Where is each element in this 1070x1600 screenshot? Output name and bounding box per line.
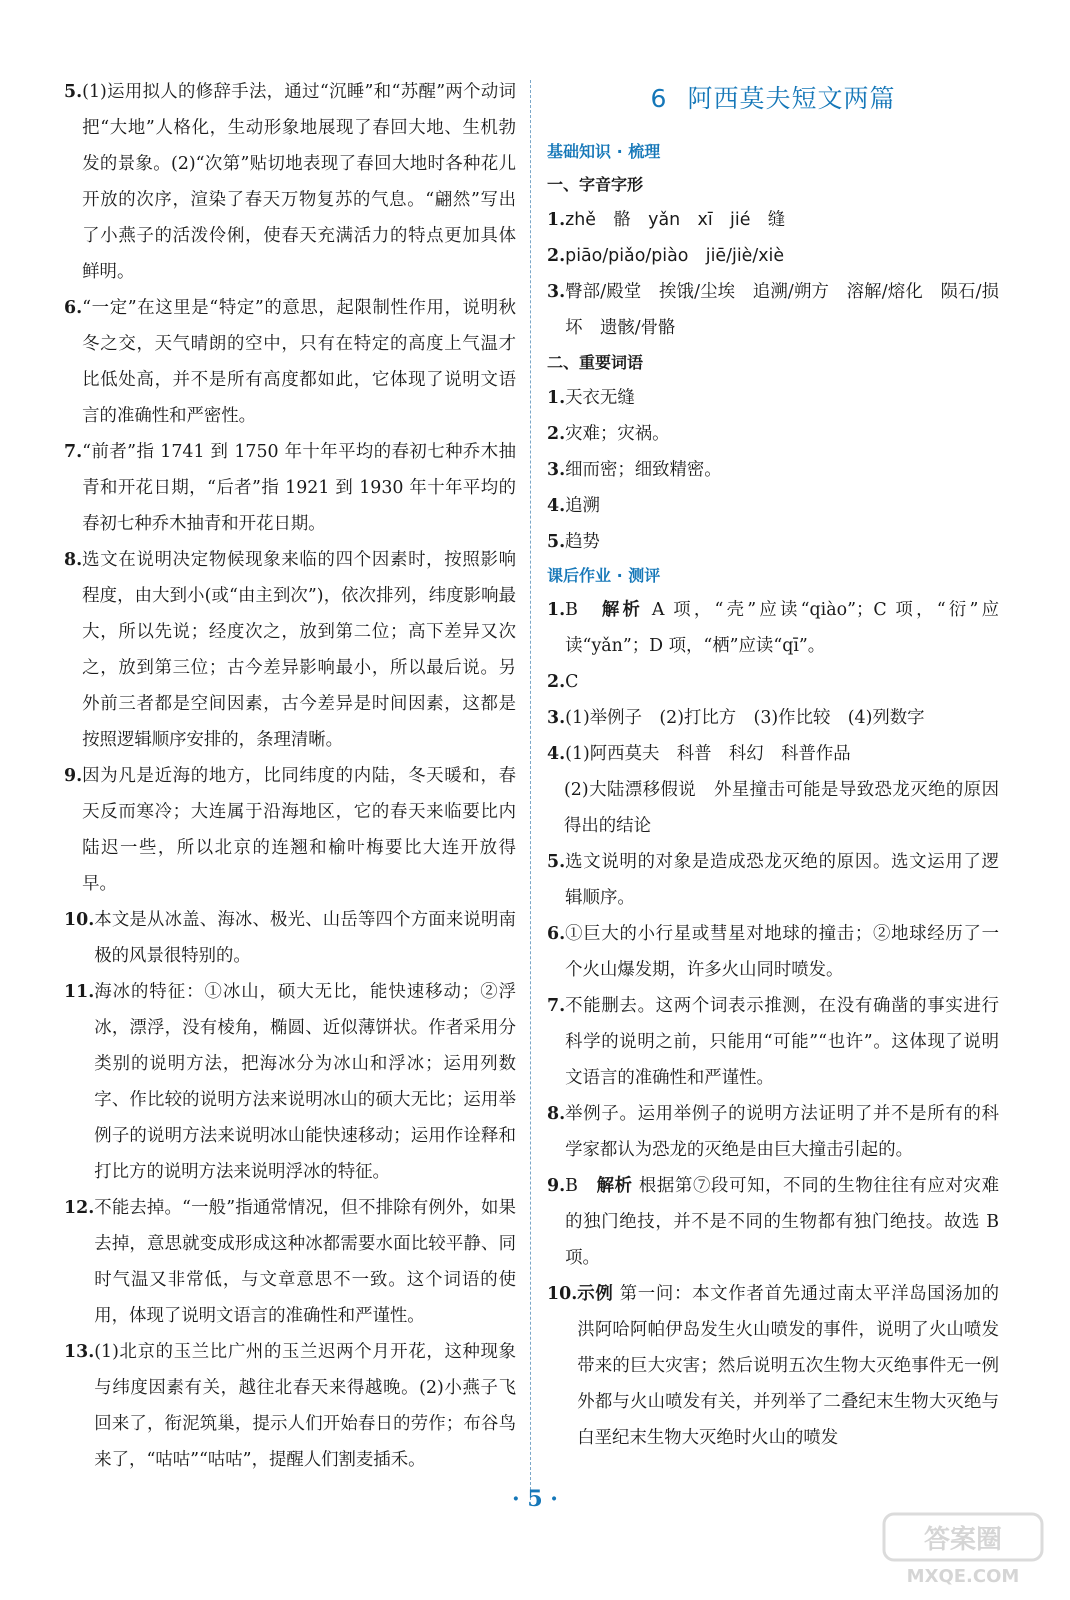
lesson-title (547, 78, 999, 120)
hw-answer: B (565, 600, 578, 620)
section-heading-homework: 课后作业 · 测评 (547, 566, 661, 585)
cy-item-2: 2. 灾难；灾祸。 (547, 424, 670, 444)
answer-item-7: 7. “前者”指 1741 到 1750 年十年平均的春初七种乔木抽青和开花日期，“后者”指 1921 到 1930 年十年平均的春初七种乔木抽青和开花日期。 (64, 442, 516, 534)
cy-item-1: 1. 天衣无缝 (547, 388, 635, 408)
zy-item-2: 2. piāo/piǎo/piào jiē/jiè/xiè (547, 246, 785, 266)
left-column (64, 74, 516, 1478)
lesson-number: 6 (650, 84, 668, 113)
column-divider (530, 80, 531, 1500)
hw-item-6: 6. ①巨大的小行星或彗星对地球的撞击；②地球经历了一个火山爆发期，许多火山同时喷发。 (547, 924, 999, 980)
hw-item-3: 3. (1)举例子 (2)打比方 (3)作比较 (4)列数字 (547, 708, 925, 728)
answer-item-10: 10. 本文是从冰盖、海冰、极光、山岳等四个方面来说明南极的风景很特别的。 (64, 910, 516, 966)
cy-item-5: 5. 趋势 (547, 532, 600, 552)
analysis-tag: 解析 (601, 600, 644, 620)
zy-item-1: 1. zhě 骼 yǎn xī jié 缝 (547, 210, 786, 230)
cy-item-3: 3. 细而密；细致精密。 (547, 460, 722, 480)
page-number: · 5 · (512, 1486, 558, 1512)
cy-item-4: 4. 追溯 (547, 496, 600, 516)
answer-item-13: 13. (1)北京的玉兰比广州的玉兰迟两个月开花，这种现象与纬度因素有关，越往北春天来得越晚。(2)小燕子飞回来了，衔泥筑巢，提示人们开始春日的劳作；布谷鸟来了，“咕咕”“咕咕”，提醒人们割麦插禾。 (64, 1342, 516, 1470)
zy-item-3: 3. 臀部/殿堂 挨饿/尘埃 追溯/朔方 溶解/熔化 陨石/损坏 遗骸/骨骼 (547, 282, 999, 338)
answer-item-12: 12. 不能去掉。“一般”指通常情况，但不排除有例外，如果去掉，意思就变成形成这种冰都需要水面比较平静、同时气温又非常低，与文章意思不一致。这个词语的使用，体现了说明文语言的准确性和严谨性。 (64, 1198, 516, 1326)
hw-item-9: 9. B 解析 根据第⑦段可知，不同的生物往往有应对灾难的独门绝技，并不是不同的生物都有独门绝技。故选 B 项。 (547, 1176, 999, 1268)
hw-item-10: 10. 示例 第一问：本文作者首先通过南太平洋岛国汤加的洪阿哈阿帕伊岛发生火山喷发的事件，说明了火山喷发带来的巨大灾害；然后说明五次生物大灭绝事件无一例外都与火山喷发有关，并列举了二叠纪末生物大灭绝与白垩纪末生物大灭绝时火山的喷发 (547, 1284, 999, 1448)
svg-text:MXQE.COM: MXQE.COM (906, 1566, 1020, 1587)
hw-item-2: 2. C (547, 672, 579, 692)
hw-answer: B (565, 1176, 578, 1196)
section-heading-basics: 基础知识 · 梳理 (547, 142, 661, 161)
lesson-title-text: 阿西莫夫短文两篇 (687, 84, 896, 113)
right-column (547, 74, 1017, 1456)
hw-item-4b: (2)大陆漂移假说 外星撞击可能是导致恐龙灭绝的原因 得出的结论 (564, 780, 1017, 836)
subheading-pronunciation: 一、字音字形 (547, 175, 644, 194)
hw-item-4a: 4. (1)阿西莫夫 科普 科幻 科普作品 (547, 744, 851, 764)
hw-item-1: 1. B 解析 A 项，“壳”应读“qiào”；C 项，“衍”应读“yǎn”；D 项，“栖”应读“qī”。 (547, 600, 999, 656)
hw-item-7: 7. 不能删去。这两个词表示推测，在没有确凿的事实进行科学的说明之前，只能用“可能”“也许”。这体现了说明文语言的准确性和严谨性。 (547, 996, 999, 1088)
example-tag: 示例 (577, 1284, 614, 1304)
answer-item-11: 11. 海冰的特征：①冰山，硕大无比，能快速移动；②浮冰，漂浮，没有棱角，椭圆、近似薄饼状。作者采用分类别的说明方法，把海冰分为冰山和浮冰；运用列数字、作比较的说明方法来说明冰山的硕大无比；运用举例子的说明方法来说明冰山能快速移动；运用作诠释和打比方的说明方法来说明浮冰的特征。 (64, 982, 516, 1182)
subheading-vocabulary: 二、重要词语 (547, 353, 644, 372)
hw-item-5: 5. 选文说明的对象是造成恐龙灭绝的原因。选文运用了逻辑顺序。 (547, 852, 999, 908)
svg-text:答案圈: 答案圈 (923, 1525, 1003, 1555)
answer-item-8: 8. 选文在说明决定物候现象来临的四个因素时，按照影响程度，由大到小(或“由主到次”)，依次排列，纬度影响最大，所以先说；经度次之，放到第二位；高下差异又次之，放到第三位；古今差异影响最小，所以最后说。另外前三者都是空间因素，古今差异是时间因素，这都是按照逻辑顺序安排的，条理清晰。 (64, 550, 516, 750)
answer-item-5: 5. (1)运用拟人的修辞手法，通过“沉睡”和“苏醒”两个动词把“大地”人格化，生动形象地展现了春回大地、生机勃发的景象。(2)“次第”贴切地表现了春回大地时各种花儿开放的次序，渲染了春天万物复苏的气息。“翩然”写出了小燕子的活泼伶俐，使春天充满活力的特点更加具体鲜明。 (64, 82, 516, 282)
answer-item-9: 9. 因为凡是近海的地方，比同纬度的内陆，冬天暖和，春天反而寒冷；大连属于沿海地区，它的春天来临要比内陆迟一些，所以北京的连翘和榆叶梅要比大连开放得早。 (64, 766, 516, 894)
analysis-tag: 解析 (596, 1176, 633, 1196)
watermark-logo (878, 1508, 1048, 1590)
answer-item-6: 6. “一定”在这里是“特定”的意思，起限制性作用，说明秋冬之交，天气晴朗的空中，只有在特定的高度上气温才比低处高，并不是所有高度都如此，它体现了说明文语言的准确性和严密性。 (64, 298, 516, 426)
hw-item-8: 8. 举例子。运用举例子的说明方法证明了并不是所有的科学家都认为恐龙的灭绝是由巨大撞击引起的。 (547, 1104, 999, 1160)
